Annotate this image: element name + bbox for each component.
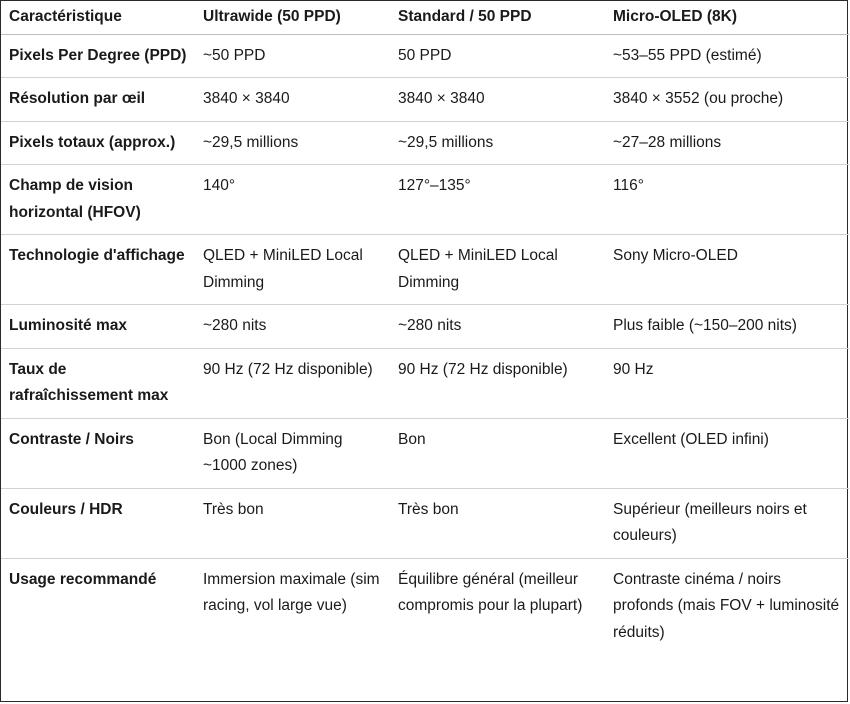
ultrawide-cell: Très bon [195, 488, 390, 558]
feature-cell: Couleurs / HDR [1, 488, 195, 558]
micro-oled-cell: Sony Micro-OLED [605, 235, 849, 305]
header-ultrawide: Ultrawide (50 PPD) [195, 1, 390, 34]
table-row [1, 488, 849, 558]
feature-cell: Luminosité max [1, 305, 195, 349]
feature-cell: Pixels Per Degree (PPD) [1, 34, 195, 78]
table-row [1, 165, 849, 235]
micro-oled-cell: ~27–28 millions [605, 121, 849, 165]
table-row [1, 235, 849, 305]
standard-cell: Très bon [390, 488, 605, 558]
feature-cell: Pixels totaux (approx.) [1, 121, 195, 165]
table-row [1, 348, 849, 418]
header-standard: Standard / 50 PPD [390, 1, 605, 34]
micro-oled-cell: 90 Hz [605, 348, 849, 418]
table-row [1, 34, 849, 78]
comparison-table [1, 1, 849, 654]
standard-cell: 3840 × 3840 [390, 78, 605, 122]
feature-cell: Contraste / Noirs [1, 418, 195, 488]
micro-oled-cell: 3840 × 3552 (ou proche) [605, 78, 849, 122]
ultrawide-cell: 90 Hz (72 Hz disponible) [195, 348, 390, 418]
table-row [1, 121, 849, 165]
ultrawide-cell: ~29,5 millions [195, 121, 390, 165]
standard-cell: ~280 nits [390, 305, 605, 349]
feature-cell: Technologie d'affichage [1, 235, 195, 305]
feature-cell: Résolution par œil [1, 78, 195, 122]
header-micro-oled: Micro-OLED (8K) [605, 1, 849, 34]
table-row [1, 558, 849, 654]
ultrawide-cell: Bon (Local Dimming ~1000 zones) [195, 418, 390, 488]
standard-cell: 50 PPD [390, 34, 605, 78]
micro-oled-cell: Supérieur (meilleurs noirs et couleurs) [605, 488, 849, 558]
ultrawide-cell: Immersion maximale (sim racing, vol large vue) [203, 570, 380, 614]
feature-cell: Taux de rafraîchissement max [1, 348, 195, 418]
ultrawide-cell: QLED + MiniLED Local Dimming [195, 235, 390, 305]
ultrawide-cell: 140° [195, 165, 390, 235]
table-row [1, 305, 849, 349]
standard-cell: ~29,5 millions [390, 121, 605, 165]
standard-cell: 90 Hz (72 Hz disponible) [390, 348, 605, 418]
standard-cell: QLED + MiniLED Local Dimming [390, 235, 605, 305]
micro-oled-cell: ~53–55 PPD (estimé) [605, 34, 849, 78]
table-header-row [1, 1, 849, 34]
ultrawide-cell: 3840 × 3840 [195, 78, 390, 122]
micro-oled-cell: Contraste cinéma / noirs profonds (mais FOV + luminosité réduits) [613, 570, 840, 641]
table-row [1, 418, 849, 488]
micro-oled-cell: 116° [605, 165, 849, 235]
header-feature: Caractéristique [1, 1, 195, 34]
standard-cell: 127°–135° [390, 165, 605, 235]
micro-oled-cell: Excellent (OLED infini) [605, 418, 849, 488]
standard-cell: Équilibre général (meilleur compromis pour la plupart) [398, 570, 583, 614]
ultrawide-cell: ~50 PPD [195, 34, 390, 78]
standard-cell: Bon [390, 418, 605, 488]
feature-cell: Champ de vision horizontal (HFOV) [1, 165, 195, 235]
table-row [1, 78, 849, 122]
feature-cell: Usage recommandé [9, 570, 157, 588]
ultrawide-cell: ~280 nits [195, 305, 390, 349]
micro-oled-cell: Plus faible (~150–200 nits) [605, 305, 849, 349]
